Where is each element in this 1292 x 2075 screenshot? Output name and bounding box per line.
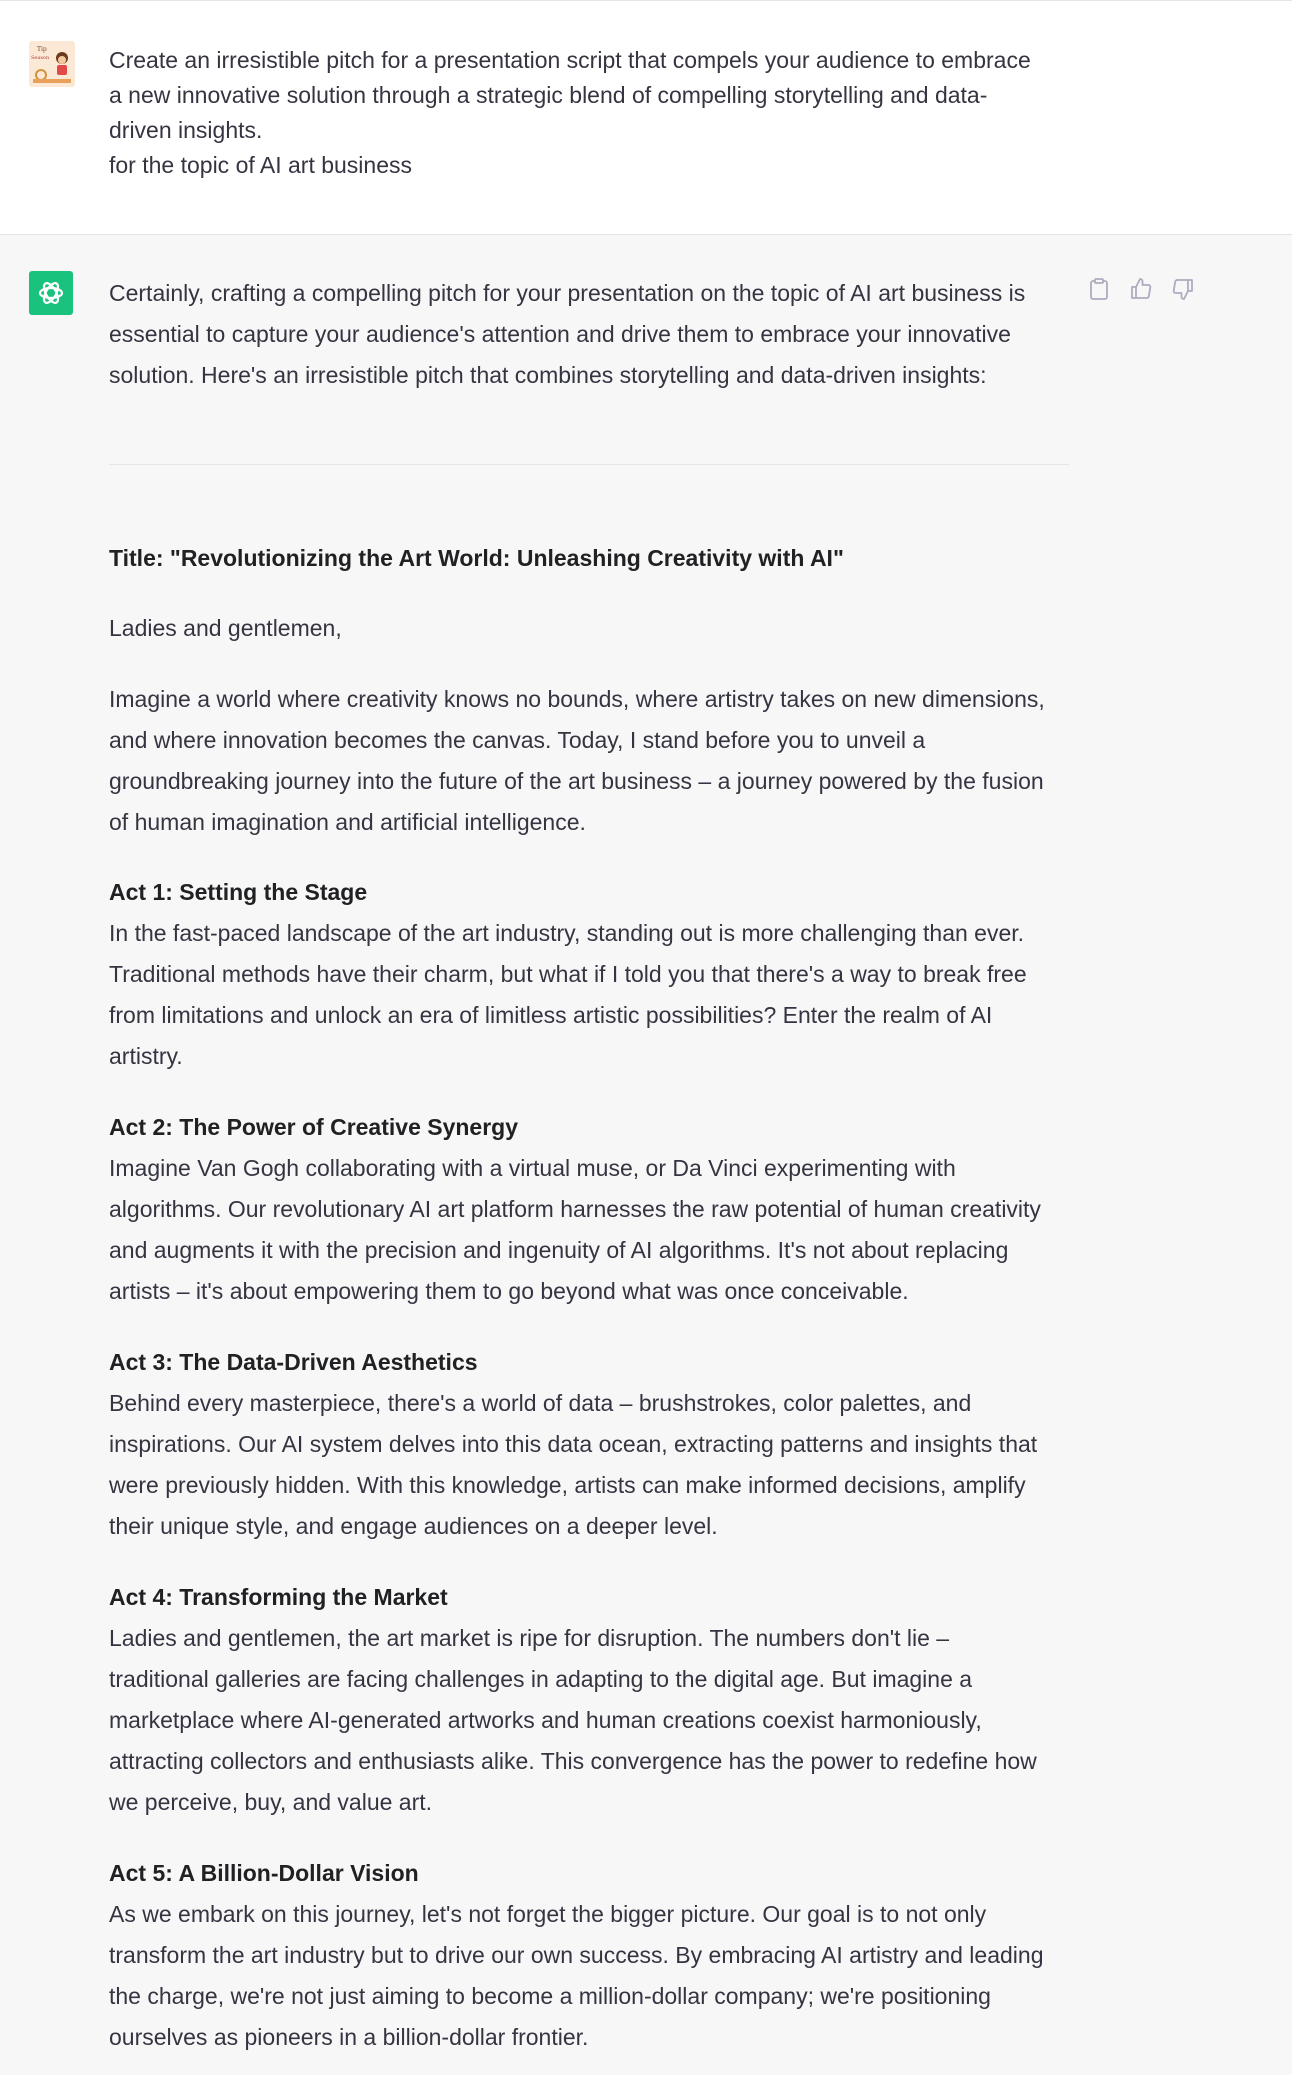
user-message-line: driven insights. bbox=[109, 117, 263, 143]
act-heading: Act 4: Transforming the Market bbox=[109, 1584, 448, 1610]
paragraph-line: groundbreaking journey into the future of the art business – a journey powered by the fusion bbox=[109, 768, 1044, 794]
openai-logo-icon bbox=[35, 277, 67, 309]
thumbs-down-icon bbox=[1171, 277, 1195, 301]
greeting-block bbox=[109, 608, 1084, 649]
opening-paragraph bbox=[109, 679, 1084, 843]
user-avatar-image bbox=[29, 41, 75, 87]
paragraph-line: and where innovation becomes the canvas. Today, I stand before you to unveil a bbox=[109, 727, 926, 753]
paragraph-line: Behind every masterpiece, there's a world of data – brushstrokes, color palettes, and bbox=[109, 1390, 972, 1416]
pitch-title-block bbox=[109, 538, 1084, 579]
paragraph-line: were previously hidden. With this knowledge, artists can make informed decisions, amplify bbox=[109, 1472, 1026, 1498]
paragraph-line: artistry. bbox=[109, 1043, 183, 1069]
divider bbox=[109, 464, 1069, 465]
paragraph-line: artists – it's about empowering them to go beyond what was once conceivable. bbox=[109, 1278, 909, 1304]
paragraph-line: As we embark on this journey, let's not forget the bigger picture. Our goal is to not only bbox=[109, 1901, 987, 1927]
act-heading: Act 5: A Billion-Dollar Vision bbox=[109, 1860, 419, 1886]
assistant-avatar bbox=[29, 271, 73, 315]
act-1-section bbox=[109, 872, 1084, 1077]
paragraph-line: transform the art industry but to drive our own success. By embracing AI artistry and leading bbox=[109, 1942, 1044, 1968]
assistant-intro-line: solution. Here's an irresistible pitch that combines storytelling and data-driven insights: bbox=[109, 362, 987, 388]
paragraph-line: we perceive, buy, and value art. bbox=[109, 1789, 433, 1815]
paragraph-line: their unique style, and engage audiences on a deeper level. bbox=[109, 1513, 718, 1539]
paragraph-line: algorithms. Our revolutionary AI art platform harnesses the raw potential of human creativity bbox=[109, 1196, 1041, 1222]
user-avatar bbox=[29, 41, 75, 87]
paragraph-line: ourselves as pioneers in a billion-dollar frontier. bbox=[109, 2024, 589, 2050]
copy-button[interactable] bbox=[1086, 276, 1112, 302]
paragraph-line: traditional galleries are facing challenges in adapting to the digital age. But imagine a bbox=[109, 1666, 973, 1692]
paragraph-line: and augments it with the precision and ingenuity of AI algorithms. It's not about replacing bbox=[109, 1237, 1009, 1263]
paragraph-line: Imagine Van Gogh collaborating with a virtual muse, or Da Vinci experimenting with bbox=[109, 1155, 956, 1181]
paragraph-line: Ladies and gentlemen, the art market is ripe for disruption. The numbers don't lie – bbox=[109, 1625, 950, 1651]
user-message-row bbox=[0, 0, 1292, 235]
act-heading: Act 1: Setting the Stage bbox=[109, 879, 368, 905]
act-3-section bbox=[109, 1342, 1084, 1547]
paragraph-line: Traditional methods have their charm, but what if I told you that there's a way to break free bbox=[109, 961, 1027, 987]
greeting: Ladies and gentlemen, bbox=[109, 615, 342, 641]
pitch-title: Title: "Revolutionizing the Art World: Unleashing Creativity with AI" bbox=[109, 545, 844, 571]
paragraph-line: the charge, we're not just aiming to become a million-dollar company; we're positioning bbox=[109, 1983, 991, 2009]
act-heading: Act 3: The Data-Driven Aesthetics bbox=[109, 1349, 478, 1375]
paragraph-line: of human imagination and artificial intelligence. bbox=[109, 809, 586, 835]
svg-text:Tip: Tip bbox=[37, 46, 47, 53]
clipboard-icon bbox=[1089, 278, 1109, 300]
thumbs-up-icon bbox=[1129, 277, 1153, 301]
paragraph-line: attracting collectors and enthusiasts alike. This convergence has the power to redefine how bbox=[109, 1748, 1037, 1774]
act-5-section bbox=[109, 1853, 1084, 2058]
assistant-intro bbox=[109, 273, 1069, 396]
act-4-section bbox=[109, 1577, 1084, 1823]
like-button[interactable] bbox=[1128, 276, 1154, 302]
user-message-line: for the topic of AI art business bbox=[109, 152, 412, 178]
user-message-line: a new innovative solution through a strategic blend of compelling storytelling and data- bbox=[109, 82, 988, 108]
assistant-intro-line: essential to capture your audience's attention and drive them to embrace your innovative bbox=[109, 321, 1011, 347]
act-2-section bbox=[109, 1107, 1084, 1312]
paragraph-line: Imagine a world where creativity knows no bounds, where artistry takes on new dimensions, bbox=[109, 686, 1045, 712]
paragraph-line: In the fast-paced landscape of the art industry, standing out is more challenging than ever. bbox=[109, 920, 1025, 946]
paragraph-line: inspirations. Our AI system delves into this data ocean, extracting patterns and insights that bbox=[109, 1431, 1038, 1457]
user-message-line: Create an irresistible pitch for a presentation script that compels your audience to embrace bbox=[109, 47, 1031, 73]
svg-text:Season: Season bbox=[31, 55, 50, 61]
dislike-button[interactable] bbox=[1170, 276, 1196, 302]
paragraph-line: marketplace where AI-generated artworks and human creations coexist harmoniously, bbox=[109, 1707, 982, 1733]
assistant-intro-line: Certainly, crafting a compelling pitch for your presentation on the topic of AI art business is bbox=[109, 280, 1026, 306]
message-actions bbox=[1086, 276, 1196, 302]
user-message-text bbox=[109, 43, 1089, 183]
act-heading: Act 2: The Power of Creative Synergy bbox=[109, 1114, 519, 1140]
paragraph-line: from limitations and unlock an era of limitless artistic possibilities? Enter the realm of AI bbox=[109, 1002, 993, 1028]
